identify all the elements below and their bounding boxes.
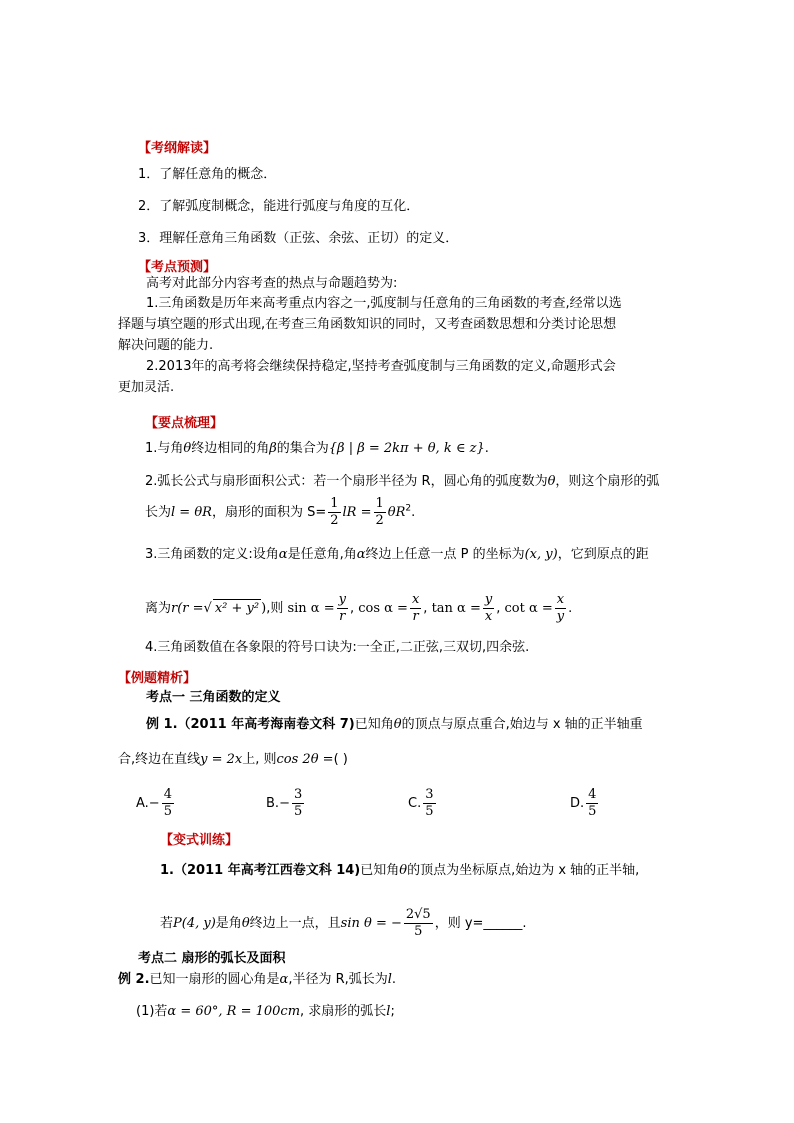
prediction-p1-line2: 择题与填空题的形式出现,在考查三角函数知识的同时，又考查函数思想和分类讨论思想 xyxy=(118,317,617,332)
prediction-p2-line1: 2.2013年的高考将会继续保持稳定,坚持考查弧度制与三角函数的定义,命题形式会 xyxy=(146,359,616,374)
syllabus-item-2: 2．了解弧度制概念，能进行弧度与角度的互化． xyxy=(138,199,420,214)
fraction-sin: $\frac{y}{r}$ xyxy=(338,592,346,624)
fraction-cot: $\frac{x}{y}$ xyxy=(556,592,565,624)
section-title-prediction: 【考点预测】 xyxy=(138,260,217,275)
question-1: (1)若α = 60°, R = 100cm, 求扇形的弧长l; xyxy=(136,1004,395,1019)
section-title-keypoints: 【要点梳理】 xyxy=(145,416,224,431)
prediction-intro: 高考对此部分内容考查的热点与命题趋势为: xyxy=(146,276,398,291)
keypoint-4: 4.三角函数值在各象限的符号口诀为:一全正,二正弦,三双切,四余弦. xyxy=(145,640,530,655)
example-1-line1: 例 1.（2011 年高考海南卷文科 7)已知角θ的顶点与原点重合,始边与 x 轴的正半轴重 xyxy=(146,717,643,732)
fraction-tan: $\frac{y}{x}$ xyxy=(484,592,493,624)
section-title-syllabus: 【考纲解读】 xyxy=(138,141,217,156)
prediction-p1-line3: 解决问题的能力. xyxy=(118,338,214,353)
keypoint-2-line2: 长为l = θR，扇形的面积为 S= $\frac{1}{2}$ lR = $\frac{1}{2}$ $\theta R^2$. xyxy=(145,496,416,528)
option-b: B.− $\frac{3}{5}$ xyxy=(266,787,303,819)
keypoint-1: 1.与角θ终边相同的角β的集合为{β | β = 2kπ + θ, k ∈ z}. xyxy=(145,441,489,456)
variant-1-line1: 1.（2011 年高考江西卷文科 14)已知角θ的顶点为坐标原点,始边为 x 轴的正半轴, xyxy=(160,863,640,878)
option-c: C. $\frac{3}{5}$ xyxy=(408,787,434,819)
syllabus-item-3: 3．理解任意角三角函数（正弦、余弦、正切）的定义． xyxy=(138,231,459,246)
keypoint-2-line1: 2.弧长公式与扇形面积公式：若一个扇形半径为 R，圆心角的弧度数为θ，则这个扇形的弧 xyxy=(145,474,660,489)
example-2: 例 2.已知一扇形的圆心角是α,半径为 R,弧长为l. xyxy=(118,972,397,987)
topic-1-heading: 考点一 三角函数的定义 xyxy=(146,690,281,705)
option-a: A.− $\frac{4}{5}$ xyxy=(136,787,172,819)
fraction-half-1: $\frac{1}{2}$ xyxy=(330,496,339,528)
coterminal-set-formula: {β | β = 2kπ + θ, k ∈ z} xyxy=(328,441,485,456)
section-title-variant: 【变式训练】 xyxy=(160,833,239,848)
fraction-cos: $\frac{x}{r}$ xyxy=(411,592,420,624)
prediction-p2-line2: 更加灵活. xyxy=(118,380,175,395)
keypoint-3-line1: 3.三角函数的定义:设角α是任意角,角α终边上任意一点 P 的坐标为(x, y)，它到原点的距 xyxy=(145,547,649,562)
fraction-half-2: $\frac{1}{2}$ xyxy=(375,496,384,528)
option-d: D. $\frac{4}{5}$ xyxy=(570,787,597,819)
section-title-examples: 【例题精析】 xyxy=(118,671,197,686)
keypoint-3-line2: 离为r(r =√ x² + y² ),则 sin α = $\frac{y}{r}$ , cos α = $\frac{x}{r}$ , tan α = $\frac{y}{x}$ , cot α = $\frac{x}{y}$ . xyxy=(145,592,573,624)
variant-1-line2: 若P(4, y)是角θ终边上一点，且sin θ = − $\frac{2√5}{5}$ ，则 y=______. xyxy=(160,907,527,939)
topic-2-heading: 考点二 扇形的弧长及面积 xyxy=(138,951,286,966)
arc-length-formula: l = θR xyxy=(171,505,212,520)
prediction-p1-line1: 1.三角函数是历年来高考重点内容之一,弧度制与任意角的三角函数的考查,经常以选 xyxy=(146,296,622,311)
syllabus-item-1: 1．了解任意角的概念． xyxy=(138,167,277,182)
example-1-line2: 合,终边在直线y = 2x上, 则cos 2θ =( ) xyxy=(118,752,348,767)
